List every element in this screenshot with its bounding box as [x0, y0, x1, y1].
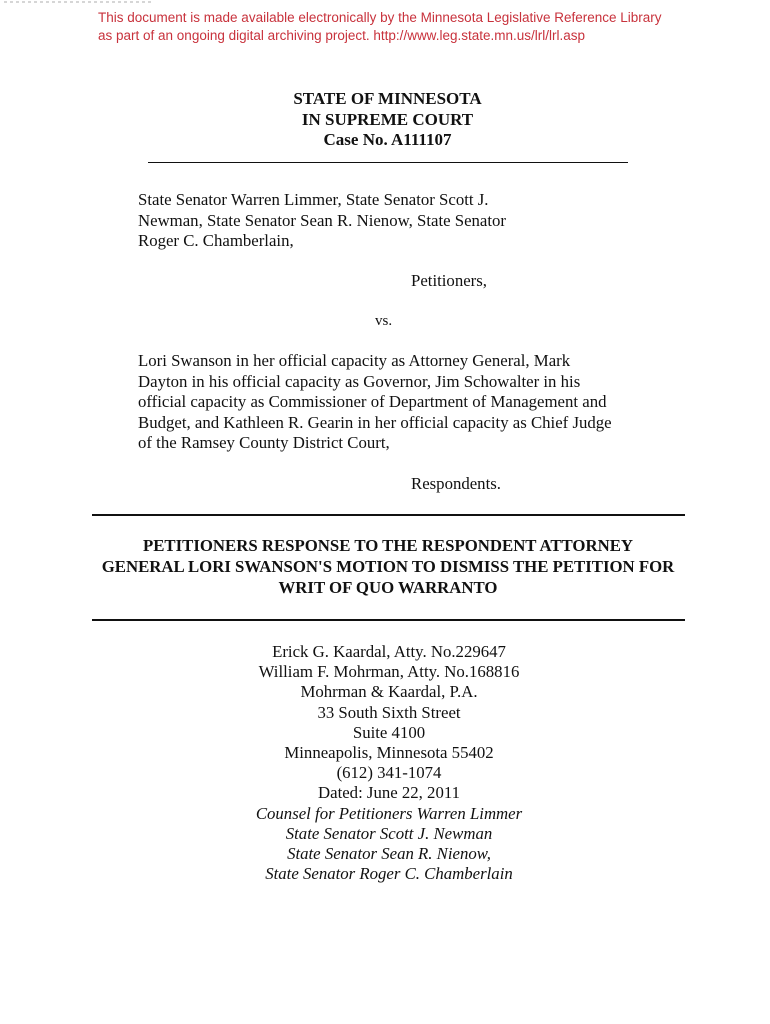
archive-notice — [98, 9, 738, 45]
counsel-block — [0, 642, 770, 884]
respondents-line: Budget, and Kathleen R. Gearin in her official capacity as Chief Judge — [138, 412, 612, 432]
counsel-for-line: Counsel for Petitioners Warren Limmer — [255, 803, 523, 823]
counsel-line: 33 South Sixth Street — [317, 702, 461, 722]
counsel-line: Mohrman & Kaardal, P.A. — [300, 682, 478, 702]
document-title — [82, 535, 694, 598]
divider — [148, 162, 628, 163]
petitioners-line: Roger C. Chamberlain, — [138, 231, 294, 250]
petitioners-block — [138, 190, 698, 252]
court-name: IN SUPREME COURT — [301, 109, 474, 129]
respondents-line: of the Ramsey County District Court, — [138, 433, 390, 452]
respondents-line: official capacity as Commissioner of Department of Management and — [138, 392, 607, 411]
archive-notice-line: This document is made available electronically by the Minnesota Legislative Reference Library — [98, 10, 662, 25]
scan-artifact — [4, 1, 154, 3]
counsel-for-line: State Senator Roger C. Chamberlain — [265, 864, 513, 884]
counsel-line: (612) 341-1074 — [336, 763, 442, 783]
divider — [92, 514, 685, 516]
versus-label: vs. — [375, 313, 393, 329]
divider — [92, 619, 685, 621]
counsel-line: William F. Mohrman, Atty. No.168816 — [258, 662, 520, 682]
respondents-line: Lori Swanson in her official capacity as Attorney General, Mark — [138, 351, 571, 370]
respondents-block — [138, 351, 698, 454]
petitioners-line: Newman, State Senator Sean R. Nienow, State Senator — [138, 210, 507, 230]
respondents-line: Dayton in his official capacity as Governor, Jim Schowalter in his — [138, 371, 581, 391]
counsel-line: Erick G. Kaardal, Atty. No.229647 — [272, 642, 506, 661]
court-heading — [0, 89, 770, 151]
case-number: Case No. A111107 — [323, 130, 452, 149]
archive-notice-line: as part of an ongoing digital archiving project. http://www.leg.state.mn.us/lrl/lrl.asp — [98, 28, 585, 43]
counsel-for-line: State Senator Sean R. Nienow, — [287, 844, 491, 864]
title-line: GENERAL LORI SWANSON'S MOTION TO DISMISS THE PETITION FOR — [101, 557, 675, 576]
counsel-line: Dated: June 22, 2011 — [318, 783, 460, 803]
counsel-line: Minneapolis, Minnesota 55402 — [284, 743, 494, 763]
court-state: STATE OF MINNESOTA — [293, 89, 482, 108]
counsel-line: Suite 4100 — [352, 722, 426, 742]
petitioners-role: Petitioners, — [411, 271, 487, 290]
respondents-role: Respondents. — [411, 474, 501, 493]
title-line: WRIT OF QUO WARRANTO — [278, 578, 498, 597]
title-line: PETITIONERS RESPONSE TO THE RESPONDENT ATTORNEY — [142, 536, 634, 555]
counsel-for-line: State Senator Scott J. Newman — [285, 823, 493, 843]
petitioners-line: State Senator Warren Limmer, State Senator Scott J. — [138, 190, 489, 209]
